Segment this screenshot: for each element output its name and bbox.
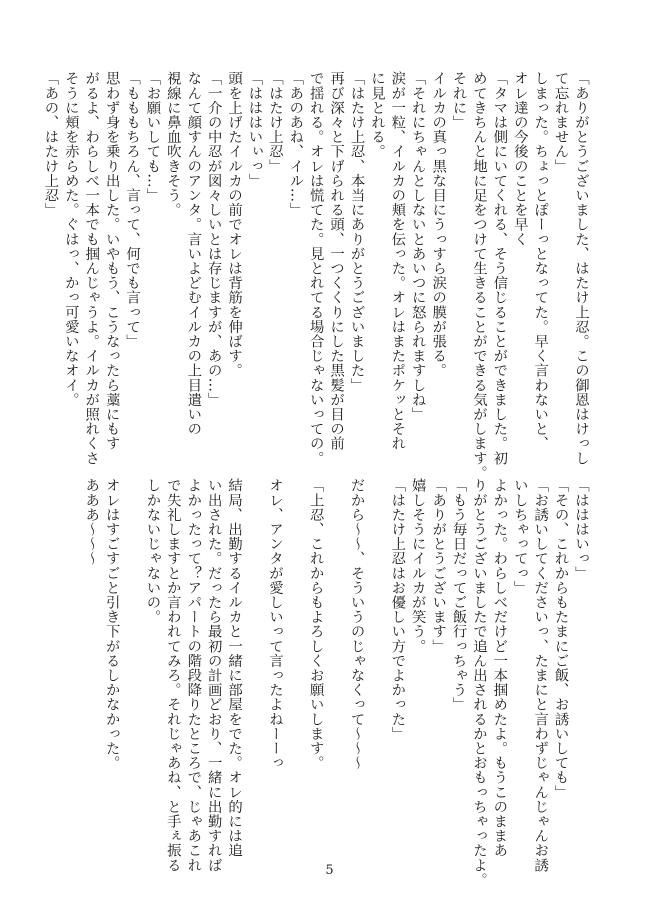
text-line: 再び深々と下げられる頭、一つくくりにした黒髪が目の前 xyxy=(328,71,345,451)
text-line: よかったって？アパートの階段降りたところで、じゃあこれ xyxy=(185,478,202,873)
text-line: よかった。わらしべだけど一本掴めたよ。もうこのままあ xyxy=(491,478,508,858)
upper-text-block xyxy=(42,71,591,480)
text-line: しまった。ちょっとぽーっとなってた。早く言わないと、 xyxy=(532,71,549,451)
text-line: 「お願いしても…」 xyxy=(144,71,161,203)
text-line: 「お誘いしてくださいっ、たまにと言わずじゃんじゃんお誘 xyxy=(532,478,549,873)
text-line: 「ありがとうございました、はたけ上忍。この御恩はけっし xyxy=(573,71,589,466)
text-line: あああ〜〜〜 xyxy=(83,478,100,566)
page-number: 5 xyxy=(325,863,334,878)
text-line: オレ達の今後のことを早く xyxy=(511,71,528,247)
text-line: 頭を上げたイルカの前でオレは背筋を伸ばす。 xyxy=(226,71,243,378)
text-line: 「はたけ上忍、本当にありがとうございました」 xyxy=(348,71,365,393)
text-line: 「もう毎日だってご飯行っちゃう」 xyxy=(450,478,467,712)
text-line: 「一介の中忍が図々しいとは存じますが、あの…」 xyxy=(205,71,222,407)
text-line: 結局、出勤するイルカと一緒に部屋をでた。オレ的には追 xyxy=(226,478,243,858)
text-line: 視線に鼻血吹きそう。 xyxy=(164,71,181,217)
text-line: で失礼しますとか言われてみろ。それじゃあね、と手ぇ振る xyxy=(164,478,181,873)
text-line: て忘れません」 xyxy=(552,71,569,174)
blank-line xyxy=(285,478,305,830)
text-line: だから〜〜、そういうのじゃなくって〜〜〜 xyxy=(348,478,365,770)
text-line: それに」 xyxy=(450,71,467,130)
text-line: いしちゃってっ」 xyxy=(511,478,528,595)
text-line: 「はたけ上忍」 xyxy=(266,71,283,174)
blank-line xyxy=(367,478,387,830)
text-line: オレ、アンタが愛しいって言ったよねーーっ xyxy=(266,478,283,770)
blank-line xyxy=(122,478,142,830)
text-line: がるよ、わらしべ一本でも掴んじゃうよ。イルカが照れくさ xyxy=(83,71,100,466)
text-line: 「あの、はたけ上忍」 xyxy=(42,71,59,217)
text-line: 涙が一粒、イルカの頬を伝った。オレはまたポケッとそれ xyxy=(389,71,406,451)
text-line: 「ありがとうございます」 xyxy=(430,478,447,654)
text-line: 「それにちゃんとしないとあいつに怒られますしね」 xyxy=(409,71,426,422)
text-line: に見とれる。 xyxy=(368,71,385,159)
text-line: りがとうございましたで追ん出されるかとおもっちゃったよ。 xyxy=(470,478,487,887)
text-line: 「タマは側にいてくれる、そう信じることができました。初 xyxy=(491,71,508,466)
text-line: 嬉しそうにイルカが笑う。 xyxy=(409,478,426,654)
lower-text-block xyxy=(46,478,591,887)
blank-line xyxy=(244,478,264,830)
text-line: 「はたけ上忍はお優しい方でよかった」 xyxy=(389,478,406,741)
text-line: で揺れる。オレは慌てた。見とれてる場合じゃないっての。 xyxy=(307,71,324,466)
blank-line xyxy=(326,478,346,830)
text-line: イルカの真っ黒な目にうっすら涙の膜が張る。 xyxy=(430,71,447,378)
text-line: 「あのあね、イル…」 xyxy=(287,71,304,217)
text-line: 思わず身を乗り出した。いやもう、こうなったら藁にもす xyxy=(103,71,120,451)
text-line: 「はははいぃっ」 xyxy=(246,71,263,188)
text-line: オレはすごすごと引き下がるしかなかった。 xyxy=(103,478,120,770)
text-line: 「もももちろん、言って、何でも言って」 xyxy=(124,71,141,349)
text-line: しかないじゃないの。 xyxy=(144,478,161,624)
text-line: なんて顔すんのアンタ。言いよどむイルカの上目遣いの xyxy=(185,71,202,436)
text-line: い出された。だったら最初の計画どおり、一緒に出勤すれば xyxy=(205,478,222,873)
text-line: 「はははいっ」 xyxy=(573,478,589,581)
text-line: めてきちんと地に足をつけて生きることができる気がします。 xyxy=(470,71,487,480)
text-line: そうに頬を赤らめた。ぐはっ、かっ可愛いなオイ。 xyxy=(62,71,79,407)
text-line: 「その、これからもたまにご飯、お誘いしても」 xyxy=(552,478,569,800)
text-line: 「上忍、これからもよろしくお願いします。 xyxy=(307,478,324,770)
